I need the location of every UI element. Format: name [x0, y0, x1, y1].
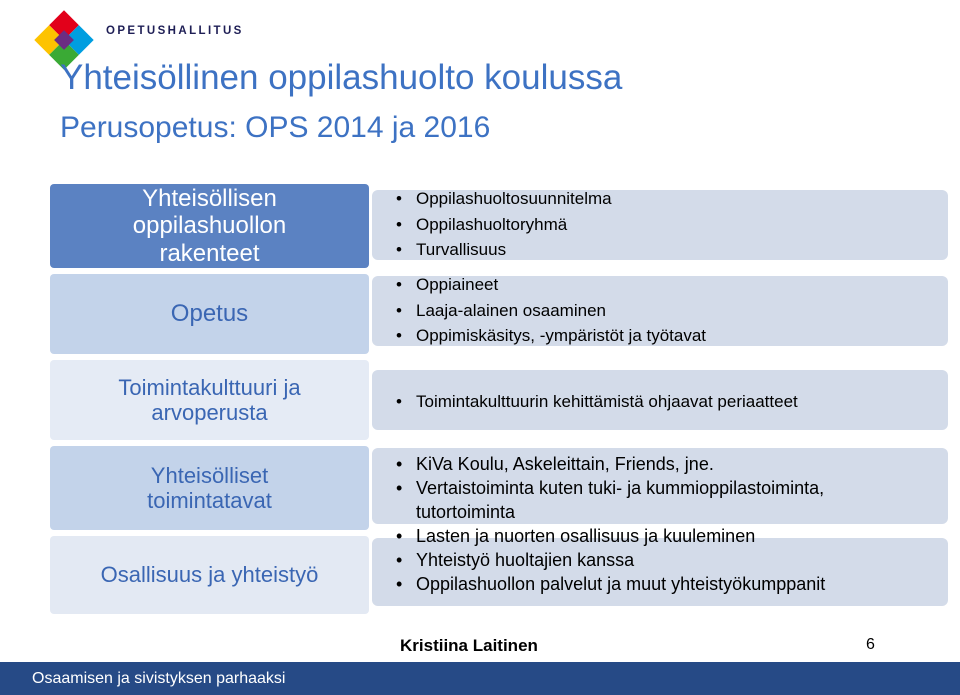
left-box-toimintatavat: [50, 446, 369, 530]
list-item: • Oppilashuoltosuunnitelma: [396, 186, 612, 212]
list-item: • Oppilashuoltoryhmä: [396, 212, 612, 238]
list-item: • Turvallisuus: [396, 237, 612, 263]
bullet-list-toimintatavat: [396, 452, 916, 596]
list-item: • Oppimiskäsitys, -ympäristöt ja työtavat: [396, 323, 706, 349]
list-item: • Oppilashuollon palvelut ja muut yhteistyökumppanit: [396, 572, 916, 596]
left-box-line: Osallisuus ja yhteistyö: [100, 562, 319, 588]
bullet-list-opetus: [396, 272, 706, 349]
list-item: • Yhteistyö huoltajien kanssa: [396, 548, 916, 572]
left-box-opetus: [50, 274, 369, 354]
list-item: • Toimintakulttuurin kehittämistä ohjaavat periaatteet: [396, 389, 798, 415]
list-item: • Oppiaineet: [396, 272, 706, 298]
left-box-toimintakulttuuri: [50, 360, 369, 440]
left-box-line: Yhteisöllisen: [142, 184, 277, 212]
left-box-rakenteet: [50, 184, 369, 268]
author-name: Kristiina Laitinen: [400, 636, 538, 655]
left-box-line: Toimintakulttuuri ja: [118, 374, 301, 400]
slide-subtitle: Perusopetus: OPS 2014 ja 2016: [60, 111, 491, 144]
slide-title: Yhteisöllinen oppilashuolto koulussa: [60, 58, 623, 97]
left-box-line: toimintatavat: [147, 488, 272, 513]
org-name: OPETUSHALLITUS: [106, 25, 244, 37]
list-item: • KiVa Koulu, Askeleittain, Friends, jne.: [396, 452, 916, 476]
left-box-line: Opetus: [170, 300, 249, 328]
left-box-osallisuus: [50, 536, 369, 614]
bullet-list-toimintakulttuuri: [396, 389, 798, 415]
left-box-line: rakenteet: [159, 239, 260, 267]
footer-slogan: Osaamisen ja sivistyksen parhaaksi: [32, 670, 286, 687]
left-box-line: oppilashuollon: [132, 212, 287, 240]
footer-bar: [0, 662, 960, 695]
page-number: 6: [866, 636, 875, 653]
left-box-line: arvoperusta: [151, 400, 268, 425]
list-item: • Vertaistoiminta kuten tuki- ja kummioppilastoiminta, tutortoiminta: [396, 476, 916, 524]
left-box-line: Yhteisölliset: [150, 462, 269, 488]
list-item: • Lasten ja nuorten osallisuus ja kuuleminen: [396, 524, 916, 548]
list-item: • Laaja-alainen osaaminen: [396, 298, 706, 324]
bullet-list-rakenteet: [396, 186, 612, 263]
